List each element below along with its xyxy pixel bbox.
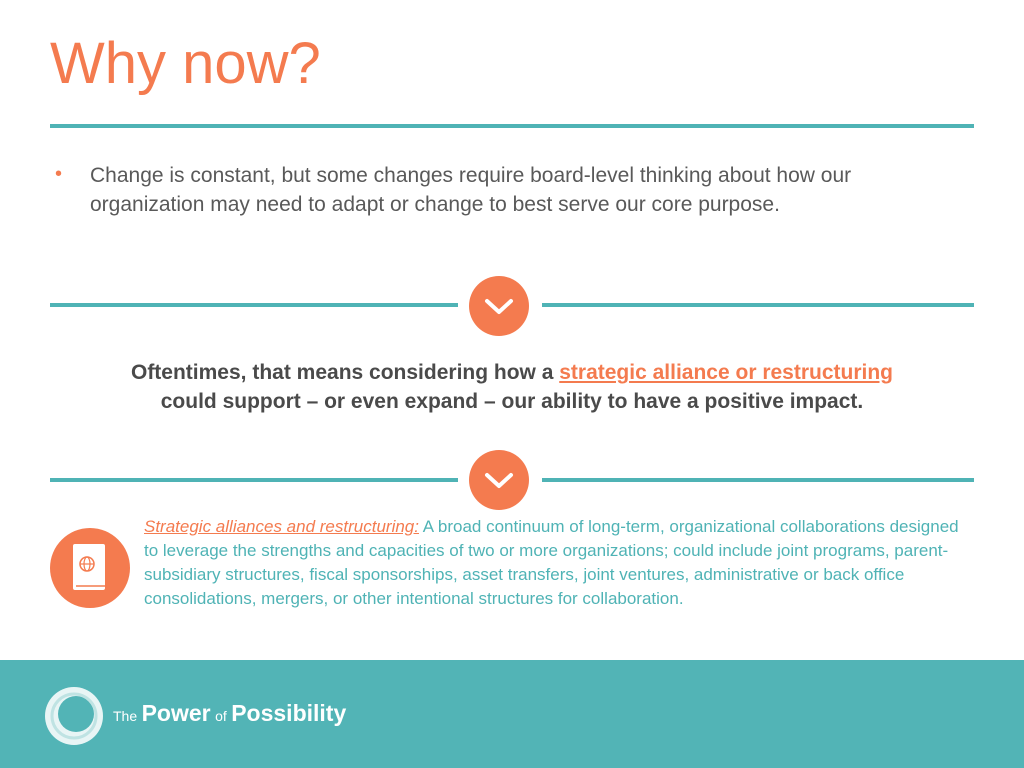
message-text: Oftentimes, that means considering how a [130, 361, 560, 384]
page-title: Why now? [50, 31, 321, 96]
divider-right [542, 303, 974, 307]
logo-of: of [215, 708, 227, 724]
chevron-down-icon [469, 276, 529, 336]
highlight-link[interactable]: strategic alliance or restructuring [559, 361, 894, 384]
title-divider [50, 124, 974, 128]
divider-left [50, 303, 458, 307]
logo-power: Power [141, 700, 211, 726]
logo-the: The [113, 708, 138, 724]
logo-possibility: Possibility [231, 700, 347, 726]
message-text-2: could support – or even expand – our ability to have a positive impact. [160, 390, 864, 413]
divider-right-2 [542, 478, 974, 482]
key-message [60, 358, 964, 416]
definition-text: A broad continuum of long-term, organizational collaborations designed to leverage the strengths and capacities of two or more organizations; could include joint programs, parent-subsidiary structures, fiscal sponsorships, asset transfers, joint ventures, administrative or back office consolidations, mergers, or other intentional structures for collaboration. [144, 517, 959, 608]
bullet-text: Change is constant, but some changes require board-level thinking about how our organization may need to adapt or change to best serve our core purpose. [90, 164, 852, 216]
divider-left-2 [50, 478, 458, 482]
definition [144, 515, 974, 611]
book-globe-icon [50, 528, 130, 608]
logo-ring-icon [42, 684, 106, 748]
logo-text [113, 700, 346, 727]
definition-term: Strategic alliances and restructuring: [144, 517, 419, 536]
bullet-icon: • [55, 163, 63, 185]
chevron-down-icon [469, 450, 529, 510]
